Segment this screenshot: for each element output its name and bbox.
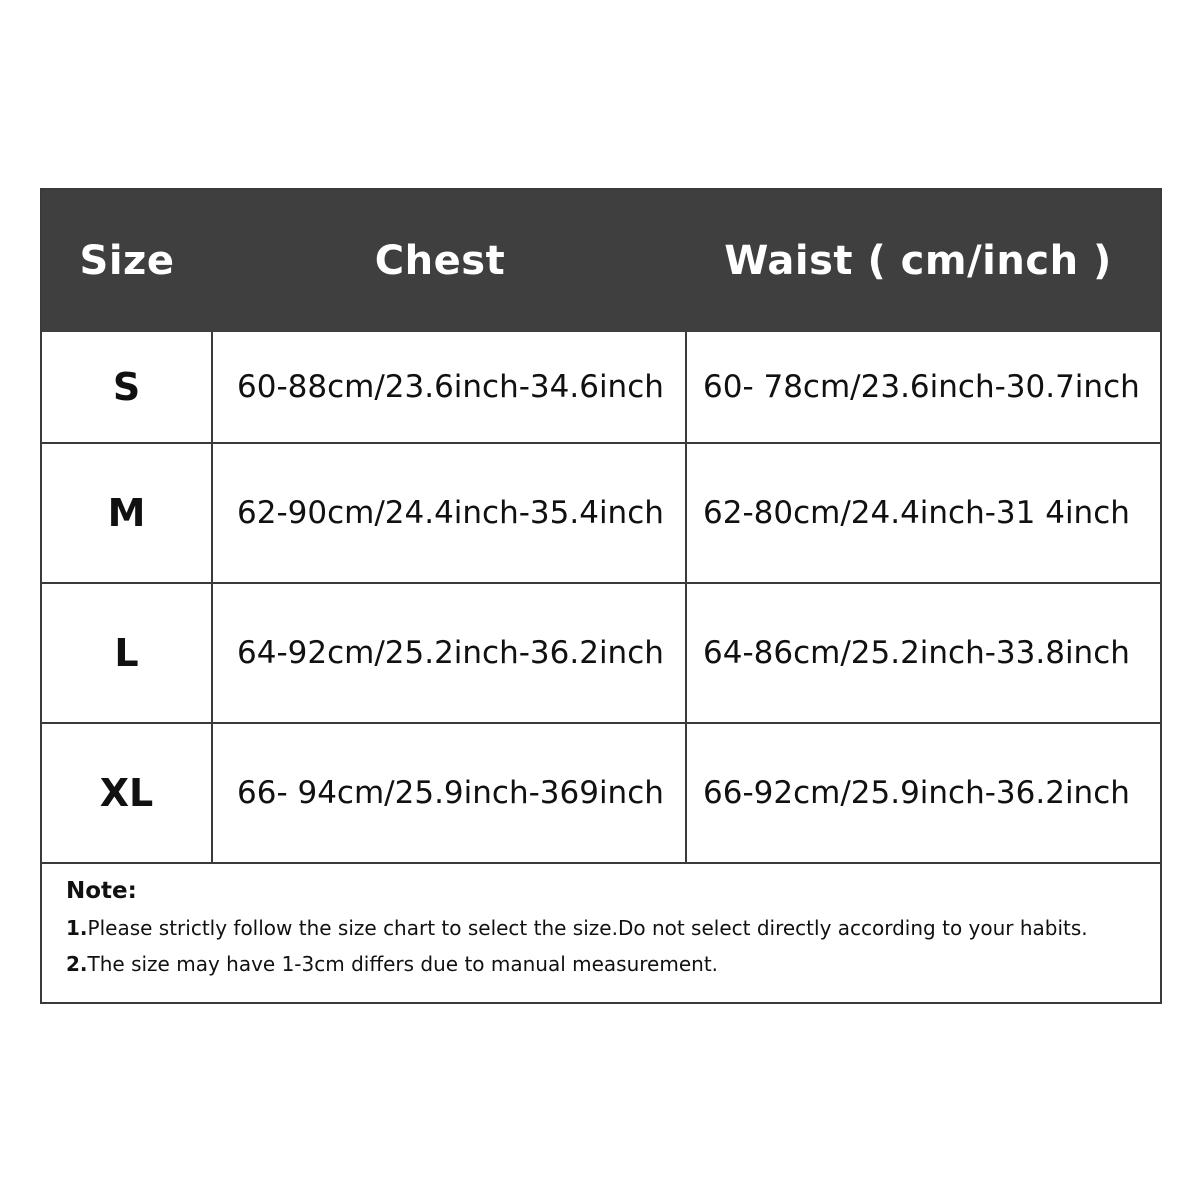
note-title: Note: xyxy=(66,878,137,904)
chest-cell: 64-92cm/25.2inch-36.2inch xyxy=(212,583,686,723)
note-section xyxy=(42,864,1160,1002)
chest-cell: 66- 94cm/25.9inch-369inch xyxy=(212,723,686,863)
note-number: 2. xyxy=(66,952,88,976)
note-number: 1. xyxy=(66,916,88,940)
header-waist: Waist ( cm/inch ) xyxy=(724,238,1112,284)
size-cell: XL xyxy=(42,723,212,863)
note-line-2 xyxy=(66,952,1136,976)
size-chart xyxy=(40,188,1162,1004)
table-row xyxy=(42,723,1160,863)
chest-cell: 60-88cm/23.6inch-34.6inch xyxy=(212,332,686,443)
size-cell: L xyxy=(42,583,212,723)
header-chest: Chest xyxy=(374,238,506,284)
note-text: Please strictly follow the size chart to select the size.Do not select directly according to your habits. xyxy=(87,916,1088,940)
table-header-row xyxy=(42,190,1160,332)
header-size: Size xyxy=(79,238,175,284)
size-table xyxy=(42,190,1160,864)
size-cell: M xyxy=(42,443,212,583)
waist-cell: 64-86cm/25.2inch-33.8inch xyxy=(686,583,1160,723)
size-cell: S xyxy=(42,332,212,443)
waist-cell: 60- 78cm/23.6inch-30.7inch xyxy=(686,332,1160,443)
table-row xyxy=(42,443,1160,583)
table-row xyxy=(42,583,1160,723)
waist-cell: 62-80cm/24.4inch-31 4inch xyxy=(686,443,1160,583)
note-text: The size may have 1-3cm differs due to manual measurement. xyxy=(87,952,719,976)
table-row xyxy=(42,332,1160,443)
waist-cell: 66-92cm/25.9inch-36.2inch xyxy=(686,723,1160,863)
chest-cell: 62-90cm/24.4inch-35.4inch xyxy=(212,443,686,583)
note-line-1 xyxy=(66,916,1136,940)
